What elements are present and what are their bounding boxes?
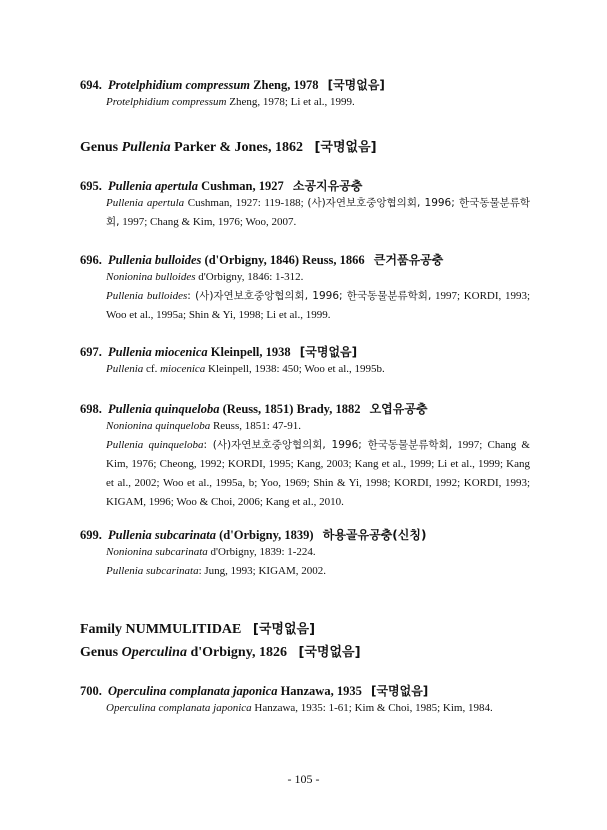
korean-name: 하용골유공충(신칭) xyxy=(322,528,427,542)
species-heading: 694. Protelphidium compressum Zheng, 1978 [국명없음] xyxy=(80,78,385,92)
species-name: Pullenia quinqueloba xyxy=(108,402,220,416)
species-entry xyxy=(80,78,530,112)
synonymy-line: Pullenia quinqueloba: (사)자연보호중앙협의회, 1996; 한국동물분류학회, 1997; Chang & Kim, 1976; Cheong, 1992; KORDI, 1995; Kang, 2003; Kang et al., 1999; Li et al., 1999; Kang et al., 2002; Woo et al., 1995a, b; Yoo, 1969; Shin & Yi, 1998; KORDI, 1992; KORDI, 1993; KIGAM, 1996; Woo & Choi, 2006; Kang et al., 2010. xyxy=(106,439,530,508)
korean-name: 오엽유공충 xyxy=(369,402,428,416)
species-author: (Reuss, 1851) Brady, 1882 xyxy=(222,402,361,416)
synonymy-line: Operculina complanata japonica Hanzawa, 1935: 1-61; Kim & Choi, 1985; Kim, 1984. xyxy=(106,702,493,714)
species-entry xyxy=(80,179,530,232)
family-heading: Family NUMMULITIDAE [국명없음] xyxy=(80,622,316,637)
synonymy-line: Pullenia bulloides: (사)자연보호중앙협의회, 1996; 한국동물분류학회, 1997; KORDI, 1993; Woo et al., 1995a; Shin & Yi, 1998; Li et al., 1999. xyxy=(106,290,530,321)
species-name: Pullenia bulloides xyxy=(108,253,202,267)
species-entry xyxy=(80,402,530,512)
species-heading: 697. Pullenia miocenica Kleinpell, 1938 [국명없음] xyxy=(80,345,358,359)
species-author: (d'Orbigny, 1846) Reuss, 1866 xyxy=(204,253,365,267)
species-name: Protelphidium compressum xyxy=(108,78,251,92)
species-heading: 699. Pullenia subcarinata (d'Orbigny, 1839) 하용골유공충(신칭) xyxy=(80,528,427,542)
genus-heading: Genus Pullenia Parker & Jones, 1862 [국명없음] xyxy=(80,140,377,155)
species-entry xyxy=(80,345,530,379)
genus-heading: Genus Operculina d'Orbigny, 1826 [국명없음] xyxy=(80,645,361,660)
species-entry xyxy=(80,253,530,325)
korean-name: 소공지유공충 xyxy=(292,179,363,193)
species-author: Hanzawa, 1935 xyxy=(280,684,362,698)
species-author: Cushman, 1927 xyxy=(201,179,284,193)
species-entry xyxy=(80,684,530,718)
species-entry xyxy=(80,528,530,581)
genus-name: Pullenia xyxy=(121,140,171,155)
species-heading: 700. Operculina complanata japonica Hanzawa, 1935 [국명없음] xyxy=(80,684,429,698)
species-heading: 698. Pullenia quinqueloba (Reuss, 1851) Brady, 1882 오엽유공충 xyxy=(80,402,428,416)
korean-name: [국명없음] xyxy=(298,645,361,660)
species-name: Pullenia miocenica xyxy=(108,345,208,359)
genus-name: Operculina xyxy=(121,645,187,660)
korean-name: 큰거품유공충 xyxy=(373,253,444,267)
species-heading: 696. Pullenia bulloides (d'Orbigny, 1846) Reuss, 1866 큰거품유공충 xyxy=(80,253,444,267)
synonymy-line: Pullenia subcarinata: Jung, 1993; KIGAM, 2002. xyxy=(106,565,326,577)
korean-name: [국명없음] xyxy=(327,78,385,92)
species-author: Kleinpell, 1938 xyxy=(210,345,291,359)
species-name: Pullenia apertula xyxy=(108,179,198,193)
korean-name: [국명없음] xyxy=(252,622,316,637)
synonymy-line: Nonionina subcarinata d'Orbigny, 1839: 1-224. xyxy=(106,546,316,558)
species-name: Operculina complanata japonica xyxy=(108,684,278,698)
species-author: Zheng, 1978 xyxy=(253,78,319,92)
page-number: - 105 - xyxy=(287,772,320,786)
synonymy-line: Nonionina quinqueloba Reuss, 1851: 47-91. xyxy=(106,420,301,432)
korean-name: [국명없음] xyxy=(314,140,377,155)
synonymy-line: Pullenia apertula Cushman, 1927: 119-188; (사)자연보호중앙협의회, 1996; 한국동물분류학회, 1997; Chang & Kim, 1976; Woo, 2007. xyxy=(106,197,530,228)
synonymy-line: Nonionina bulloides d'Orbigny, 1846: 1-312. xyxy=(106,271,304,283)
korean-name: [국명없음] xyxy=(299,345,358,359)
korean-name: [국명없음] xyxy=(370,684,429,698)
species-name: Pullenia subcarinata xyxy=(108,528,217,542)
synonymy-line: Pullenia cf. miocenica Kleinpell, 1938: 450; Woo et al., 1995b. xyxy=(106,363,385,375)
species-author: (d'Orbigny, 1839) xyxy=(219,528,314,542)
synonymy-line: Protelphidium compressum Zheng, 1978; Li et al., 1999. xyxy=(106,96,355,108)
species-heading: 695. Pullenia apertula Cushman, 1927 소공지유공충 xyxy=(80,179,363,193)
